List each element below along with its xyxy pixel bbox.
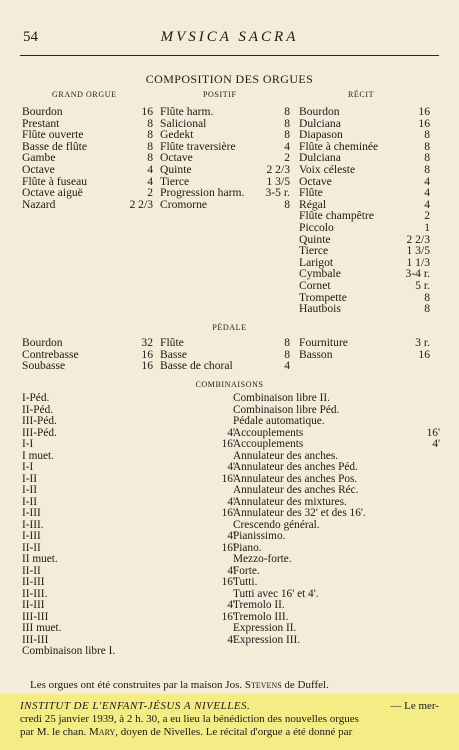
stop-size: 8	[147, 116, 153, 130]
stop-name: Gedekt	[160, 128, 194, 142]
stop-name: Nazard	[22, 197, 56, 211]
combination-right: Tremolo III.	[233, 610, 289, 623]
stop-size: 8	[147, 139, 153, 153]
combination-left-value: 16'	[221, 541, 235, 554]
combination-row	[22, 393, 440, 405]
recit-stop-list	[299, 106, 430, 315]
news-person-name: Mary	[89, 726, 116, 738]
combination-left: I-II	[22, 484, 38, 496]
combination-left-value: 16'	[221, 576, 235, 588]
stop-name: Basse	[160, 347, 188, 361]
combination-row	[22, 439, 440, 451]
stop-row	[160, 337, 290, 349]
combination-row	[22, 474, 440, 486]
stop-row	[22, 337, 153, 349]
stop-row	[22, 164, 153, 176]
stop-size: 8	[284, 336, 290, 349]
stop-name: Bourdon	[299, 105, 340, 118]
stop-name: Diapason	[299, 128, 343, 142]
combination-row	[22, 462, 440, 474]
pedale-stop-list-1	[22, 337, 153, 372]
stop-name: Flûte à cheminée	[299, 139, 379, 153]
stop-name: Larigot	[299, 255, 334, 269]
combination-left: I-Péd.	[22, 392, 50, 404]
combination-right: Annulateur des anches.	[233, 449, 339, 462]
combination-right: Combinaison libre II.	[233, 392, 330, 404]
stop-row	[22, 187, 153, 199]
combinaisons-list	[22, 393, 440, 658]
stop-size: 8	[147, 128, 153, 142]
stop-name: Trompette	[299, 290, 347, 304]
stop-row	[22, 199, 153, 211]
page-header	[20, 29, 439, 51]
stop-size: 1	[424, 220, 430, 234]
stop-size: 1 3/5	[406, 244, 430, 258]
stop-size: 8	[284, 197, 290, 211]
stop-row	[22, 360, 153, 372]
stop-name: Salicional	[160, 116, 207, 130]
page-number: 54	[23, 29, 38, 45]
combination-row	[22, 531, 440, 543]
combination-right: Expression III.	[233, 633, 301, 646]
stop-size: 8	[424, 139, 430, 153]
news-line3-post: , doyen de Nivelles. Le récital d'orgue a été donné par	[115, 726, 353, 738]
stop-name: Octave	[22, 162, 55, 176]
combination-left-value: 4'	[227, 633, 235, 646]
combination-right: Tutti avec 16' et 4'.	[233, 587, 319, 600]
stop-size: 8	[284, 105, 290, 118]
stop-size: 3-5 r.	[265, 186, 290, 200]
pedale-stop-list-3	[299, 337, 430, 360]
section-title: COMPOSITION DES ORGUES	[145, 72, 314, 86]
stop-name: Cromorne	[160, 197, 208, 211]
combination-row	[22, 623, 440, 635]
stop-size: 4	[147, 174, 153, 188]
stop-size: 2 2/3	[129, 197, 153, 211]
combination-row	[22, 543, 440, 555]
stop-size: 8	[424, 290, 430, 304]
stop-size: 16	[141, 347, 153, 361]
stop-name: Voix céleste	[299, 162, 356, 176]
combination-left-value: 16'	[221, 610, 235, 623]
combination-left: III-Péd.	[22, 426, 57, 439]
stop-name: Dulciana	[299, 116, 341, 130]
combination-left: Combinaison libre I.	[22, 645, 116, 657]
stop-row	[160, 360, 290, 372]
stop-size: 4	[424, 174, 430, 188]
combination-left: II-III	[22, 599, 45, 611]
stop-name: Flûte	[299, 186, 323, 200]
stop-name: Soubasse	[22, 359, 66, 373]
heading-grand-orgue: GRAND ORGUE	[52, 90, 117, 99]
combination-row	[22, 577, 440, 589]
stop-size: 4	[284, 359, 290, 373]
stop-row	[299, 337, 430, 349]
builder-name: Stevens	[244, 679, 282, 691]
combination-left: III-III	[22, 610, 49, 623]
builder-note-suffix: de Duffel.	[284, 679, 329, 691]
combination-right: Annulateur des anches Péd.	[233, 461, 358, 473]
combination-row	[22, 612, 440, 624]
combination-left: III muet.	[22, 622, 62, 634]
stop-size: 32	[141, 336, 153, 349]
stop-name: Octave	[160, 151, 193, 165]
stop-name: Bourdon	[22, 105, 63, 118]
stop-name: Flûte ouverte	[22, 128, 84, 142]
combination-left-value: 16'	[221, 472, 235, 485]
builder-note	[30, 679, 329, 691]
combination-left: I-II	[22, 495, 38, 508]
stop-size: 8	[424, 302, 430, 316]
news-line1-tail: — Le mer-	[390, 700, 439, 712]
combination-left: I-I	[22, 461, 34, 473]
stop-name: Contrebasse	[22, 347, 79, 361]
stop-name: Octave aiguë	[22, 186, 83, 200]
stop-row	[299, 222, 430, 234]
stop-name: Bourdon	[22, 336, 63, 349]
combination-left: II-III.	[22, 587, 48, 600]
stop-size: 3-4 r.	[405, 267, 430, 281]
stop-size: 5 r.	[415, 278, 430, 292]
stop-size: 4	[424, 186, 430, 200]
combination-right-value: 16'	[426, 426, 440, 439]
combination-left: III-III	[22, 633, 49, 646]
stop-name: Cymbale	[299, 267, 341, 281]
combination-right: Accouplements	[233, 438, 304, 450]
stop-row	[299, 187, 430, 199]
news-line3-pre: par M. le chan.	[20, 726, 87, 738]
combination-row	[22, 600, 440, 612]
stop-row	[160, 187, 290, 199]
combination-left-value: 16'	[221, 438, 235, 450]
combination-right: Pédale automatique.	[233, 415, 325, 427]
stop-size: 8	[284, 347, 290, 361]
pedale-stop-list-2	[160, 337, 290, 372]
running-title: MVSICA SACRA	[160, 29, 299, 45]
stop-name: Piccolo	[299, 220, 334, 234]
positif-stop-list	[160, 106, 290, 210]
combination-left: III-Péd.	[22, 415, 57, 427]
stop-size: 2	[284, 151, 290, 165]
stop-size: 2	[424, 209, 430, 223]
stop-size: 16	[141, 359, 153, 373]
stop-size: 16	[418, 347, 430, 361]
combination-left-value: 4'	[227, 461, 235, 473]
heading-positif: POSITIF	[203, 90, 237, 99]
stop-name: Flûte champêtre	[299, 209, 375, 223]
news-line3	[20, 726, 439, 739]
stop-row	[299, 349, 430, 361]
stop-name: Flûte à fuseau	[22, 174, 88, 188]
stop-name: Flûte	[160, 336, 184, 349]
combination-left-value: 16'	[221, 507, 235, 519]
combination-row	[22, 554, 440, 566]
stop-row	[299, 106, 430, 118]
stop-size: 8	[424, 162, 430, 176]
stop-name: Gambe	[22, 151, 56, 165]
combination-left: II-II	[22, 564, 41, 577]
news-paragraph	[20, 700, 439, 739]
combination-right: Accouplements	[233, 426, 304, 439]
stop-row	[299, 280, 430, 292]
combination-left: I muet.	[22, 449, 54, 462]
stop-size: 8	[284, 128, 290, 142]
stop-name: Progression harm.	[160, 186, 245, 200]
stop-name: Prestant	[22, 116, 60, 130]
news-heading: INSTITUT DE L'ENFANT-JÉSUS A NIVELLES.	[20, 700, 251, 712]
stop-name: Flûte traversière	[160, 139, 236, 153]
stop-name: Quinte	[160, 162, 192, 176]
combination-right: Pianissimo.	[233, 530, 286, 542]
stop-size: 16	[141, 105, 153, 118]
stop-row	[299, 303, 430, 315]
combination-right: Expression II.	[233, 622, 297, 634]
stop-name: Quinte	[299, 232, 331, 246]
stop-row	[299, 164, 430, 176]
combination-row	[22, 646, 440, 658]
stop-size: 8	[147, 151, 153, 165]
combination-right: Crescendo général.	[233, 518, 320, 531]
header-rule	[20, 55, 439, 56]
combination-left-value: 4'	[227, 530, 235, 542]
builder-note-prefix: Les orgues ont été construites par la maison Jos.	[30, 679, 243, 691]
combination-left: I-II	[22, 472, 38, 485]
stop-size: 16	[418, 116, 430, 130]
stop-name: Basson	[299, 347, 333, 361]
stop-name: Tierce	[160, 174, 190, 188]
combination-right: Annulateur des 32' et des 16'.	[233, 507, 366, 519]
stop-row	[160, 164, 290, 176]
combination-left-value: 4'	[227, 495, 235, 508]
combination-right: Annulateur des anches Pos.	[233, 472, 358, 485]
combination-row	[22, 508, 440, 520]
stop-size: 4	[284, 139, 290, 153]
stop-size: 8	[424, 128, 430, 142]
stop-row	[160, 199, 290, 211]
stop-name: Flûte harm.	[160, 105, 214, 118]
stop-name: Régal	[299, 197, 327, 211]
stop-size: 16	[418, 105, 430, 118]
stop-size: 2 2/3	[266, 162, 290, 176]
stop-name: Tierce	[299, 244, 329, 258]
stop-size: 3 r.	[415, 336, 430, 349]
stop-size: 2 2/3	[406, 232, 430, 246]
stop-name: Hautbois	[299, 302, 341, 316]
combination-left: I-III	[22, 530, 41, 542]
stop-size: 1 3/5	[266, 174, 290, 188]
stop-size: 4	[424, 197, 430, 211]
stop-row	[160, 106, 290, 118]
heading-combinaisons: COMBINAISONS	[195, 380, 264, 389]
stop-size: 1 1/3	[406, 255, 430, 269]
combination-left: II muet.	[22, 553, 58, 565]
combination-right: Annulateur des mixtures.	[233, 495, 347, 508]
stop-size: 4	[147, 162, 153, 176]
combination-right: Forte.	[233, 564, 260, 577]
heading-pedale: PÉDALE	[212, 323, 247, 332]
stop-size: 8	[424, 151, 430, 165]
news-line2: credi 25 janvier 1939, à 2 h. 30, a eu lieu la bénédiction des nouvelles orgues	[20, 713, 359, 725]
combination-right: Annulateur des anches Réc.	[233, 484, 359, 496]
heading-recit: RÉCIT	[348, 90, 375, 99]
combination-left: II-Péd.	[22, 403, 54, 416]
combination-right: Piano.	[233, 541, 262, 554]
stop-row	[22, 106, 153, 118]
combination-right: Tremolo II.	[233, 599, 285, 611]
combination-right-value: 4'	[432, 438, 440, 450]
combination-left-value: 4'	[227, 599, 235, 611]
combination-right: Combinaison libre Péd.	[233, 403, 340, 416]
grand-orgue-stop-list	[22, 106, 153, 210]
stop-row	[299, 245, 430, 257]
combination-left: II-II	[22, 541, 41, 554]
stop-size: 2	[147, 186, 153, 200]
stop-name: Basse de choral	[160, 359, 233, 373]
combination-row	[22, 416, 440, 428]
combination-left-value: 4'	[227, 426, 235, 439]
combination-row	[22, 405, 440, 417]
stop-name: Cornet	[299, 278, 331, 292]
combination-right: Tutti.	[233, 576, 258, 588]
combination-left: I-III.	[22, 518, 44, 531]
combination-left: I-III	[22, 507, 41, 519]
stop-size: 8	[284, 116, 290, 130]
stop-name: Basse de flûte	[22, 139, 88, 153]
combination-right: Mezzo-forte.	[233, 553, 292, 565]
stop-name: Dulciana	[299, 151, 341, 165]
combination-row	[22, 485, 440, 497]
combination-left-value: 4'	[227, 564, 235, 577]
combination-left: II-III	[22, 576, 45, 588]
stop-name: Octave	[299, 174, 332, 188]
stop-name: Fourniture	[299, 336, 348, 349]
combination-left: I-I	[22, 438, 34, 450]
